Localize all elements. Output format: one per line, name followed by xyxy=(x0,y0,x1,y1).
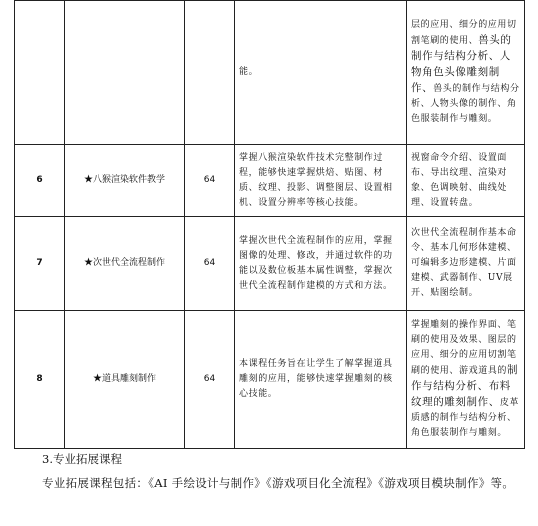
course-content xyxy=(407,217,525,311)
course-content-text: 皮革质感的制作与结构分析、角色服装制作与雕刻。 xyxy=(411,398,520,438)
curriculum-table xyxy=(14,0,525,449)
course-content-text: 层的应用、细分的应用切割笔刷的使用、 xyxy=(411,20,517,46)
course-content xyxy=(407,311,525,449)
course-name xyxy=(65,1,185,145)
course-goal: 掌握八猴渲染软件技术完整制作过程，能够快速掌握烘焙、贴图、材质、纹理、投影、调整图层、设置相机、设置分辨率等核心技能。 xyxy=(235,145,407,217)
table-row xyxy=(15,311,525,449)
section-paragraph: 专业拓展课程包括：《AI 手绘设计与制作》《游戏项目化全流程》《游戏项目模块制作》等。 xyxy=(42,476,515,490)
course-name: ★道具雕刻制作 xyxy=(65,311,185,449)
course-content-text: 兽头的制作与结构分析、人物头像的制作、角色服装制作与雕刻。 xyxy=(411,84,520,124)
course-goal: 本课程任务旨在让学生了解掌握道具雕刻的应用，能够快速掌握雕刻的核心技能。 xyxy=(235,311,407,449)
course-goal: 能。 xyxy=(235,1,407,145)
section-heading: 3.专业拓展课程 xyxy=(42,452,122,466)
course-content-text: 次世代全流程制作基本命令、基本几何形体建模、可编辑多边形建模、片面建模、武器制作、UV展开、贴图绘制。 xyxy=(411,228,517,298)
course-content-text: 视窗命令介绍、设置面布、导出纹理、渲染对象、色调映射、曲线处理、设置转盘。 xyxy=(411,152,508,208)
course-hours: 64 xyxy=(185,311,235,449)
course-hours: 64 xyxy=(185,217,235,311)
course-content-text: 制作与结构分析、布料纹理的雕刻制作、 xyxy=(411,364,519,408)
course-hours: 64 xyxy=(185,145,235,217)
course-hours xyxy=(185,1,235,145)
course-name: ★次世代全流程制作 xyxy=(65,217,185,311)
table-row xyxy=(15,217,525,311)
course-content-text: 掌握雕刻的操作界面、笔刷的使用及效果、图层的应用、细分的应用切割笔刷的使用、游戏道具的 xyxy=(411,320,517,376)
course-content-text: 兽头的制作与结构分析、人物角色头像雕刻制作、 xyxy=(411,34,512,94)
course-content xyxy=(407,1,525,145)
table-row xyxy=(15,145,525,217)
course-number: 7 xyxy=(15,217,65,311)
course-number: 8 xyxy=(15,311,65,449)
course-name: ★八猴渲染软件教学 xyxy=(65,145,185,217)
course-number: 6 xyxy=(15,145,65,217)
course-goal: 掌握次世代全流程制作的应用，掌握图像的处理、修改，并通过软件的功能以及数位板基本属性调整，掌握次世代全流程制作建模的方式和方法。 xyxy=(235,217,407,311)
course-number xyxy=(15,1,65,145)
course-content xyxy=(407,145,525,217)
table-row xyxy=(15,1,525,145)
